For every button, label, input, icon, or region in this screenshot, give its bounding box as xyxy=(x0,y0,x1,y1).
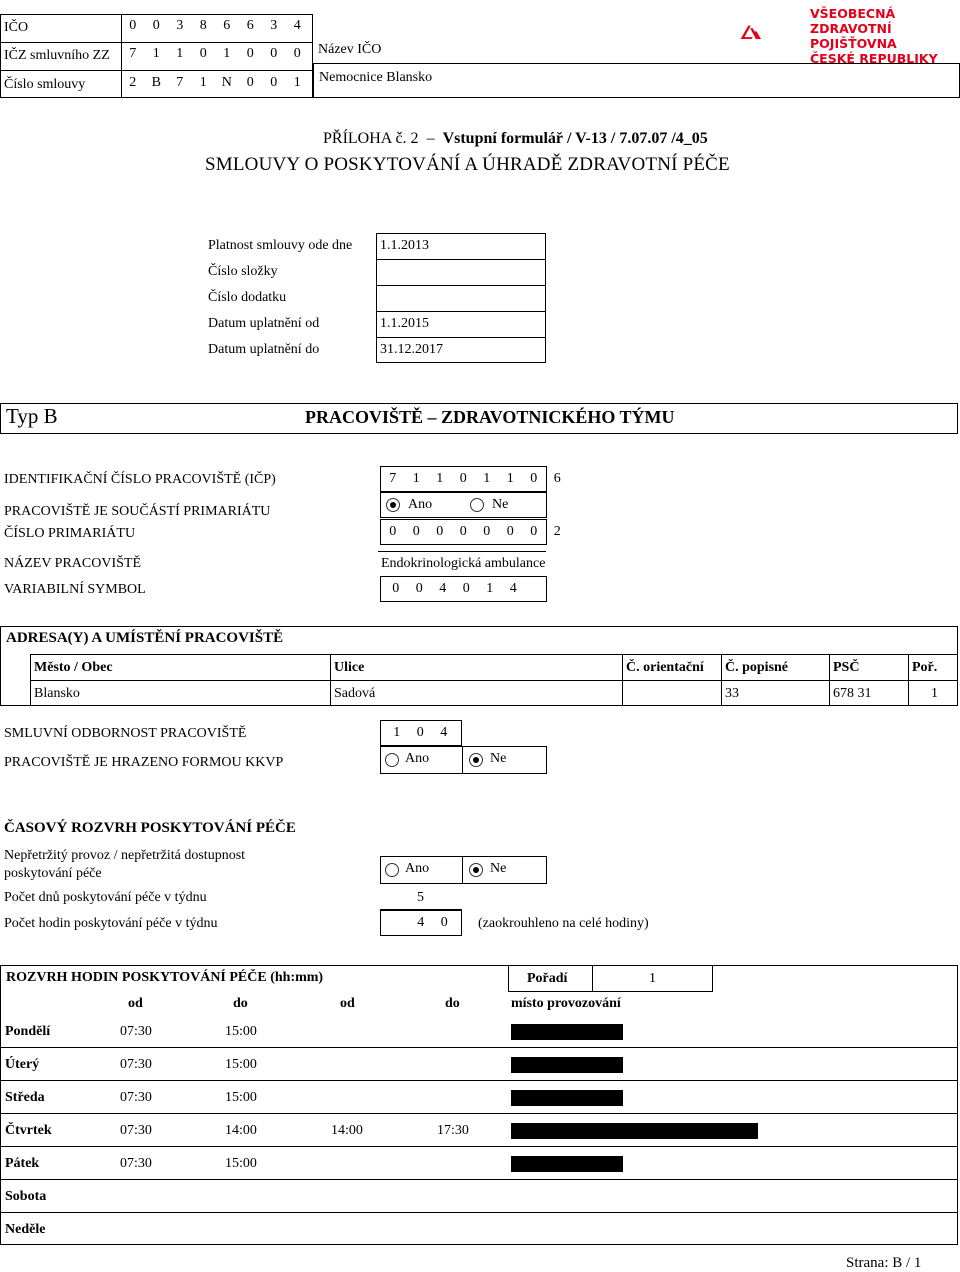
typ-heading: PRACOVIŠTĚ – ZDRAVOTNICKÉHO TÝMU xyxy=(305,407,675,427)
col-header-od1: od xyxy=(128,996,143,1011)
vzp-logo-icon xyxy=(740,8,810,58)
wednesday-od1: 07:30 xyxy=(120,1090,152,1105)
primariat-yes-radio[interactable] xyxy=(386,498,400,512)
vzp-logo-text: VŠEOBECNÁ ZDRAVOTNÍ POJIŠŤOVNA ČESKÉ REPUBLIKY xyxy=(810,6,938,66)
order-label: Pořadí xyxy=(527,971,568,986)
wednesday-place-redacted xyxy=(511,1090,623,1106)
primariat-no-radio[interactable] xyxy=(470,498,484,512)
monday-od1: 07:30 xyxy=(120,1024,152,1039)
continuous-no-radio[interactable] xyxy=(469,863,483,877)
friday-od1: 07:30 xyxy=(120,1156,152,1171)
col-header-do1: do xyxy=(233,996,248,1011)
continuous-label-1: Nepřetržitý provoz / nepřetržitá dostupnost xyxy=(4,848,246,863)
workplace-name-label: NÁZEV PRACOVIŠTĚ xyxy=(4,556,142,571)
tuesday-place-redacted xyxy=(511,1057,623,1073)
vs-digits: 0 0 4 0 1 4 xyxy=(392,581,517,596)
ico-label: IČO xyxy=(4,20,29,35)
contract-label: Číslo smlouvy xyxy=(4,77,86,92)
typ-label: Typ B xyxy=(6,404,58,428)
kkvp-no-radio[interactable] xyxy=(469,753,483,767)
continuous-label-2: poskytování péče xyxy=(4,866,102,881)
day-saturday: Sobota xyxy=(5,1189,47,1204)
workplace-name-value: Endokrinologická ambulance xyxy=(381,556,546,571)
icp-digits: 7 1 1 0 1 1 0 6 xyxy=(389,471,561,486)
primariat-number-label: ČÍSLO PRIMARIÁTU xyxy=(4,526,136,541)
validity-value-3: 1.1.2015 xyxy=(380,316,429,331)
validity-value-0: 1.1.2013 xyxy=(380,238,429,253)
order-value: 1 xyxy=(649,971,656,986)
address-header-city: Město / Obec xyxy=(34,660,113,675)
schedule-title: ČASOVÝ ROZVRH POSKYTOVÁNÍ PÉČE xyxy=(4,820,296,836)
ico-digits: 0 0 3 8 6 6 3 4 xyxy=(129,18,301,33)
form-title: PŘÍLOHA č. 2 – Vstupní formulář / V-13 / 7.07.07 /4_05 xyxy=(323,130,708,147)
address-header-por: Poř. xyxy=(912,660,938,675)
friday-place-redacted xyxy=(511,1156,623,1172)
primariat-label: PRACOVIŠTĚ JE SOUČÁSTÍ PRIMARIÁTU xyxy=(4,504,271,519)
hours-digits: 4 0 xyxy=(417,915,448,930)
vs-label: VARIABILNÍ SYMBOL xyxy=(4,582,146,597)
contract-digits: 2 B 7 1 N 0 0 1 xyxy=(129,75,301,90)
friday-do1: 15:00 xyxy=(225,1156,257,1171)
col-header-place: místo provozování xyxy=(511,996,621,1011)
icp-label: IDENTIFIKAČNÍ ČÍSLO PRACOVIŠTĚ (IČP) xyxy=(4,472,276,487)
name-ico-value: Nemocnice Blansko xyxy=(319,70,433,85)
address-street: Sadová xyxy=(334,686,376,701)
validity-label-3: Datum uplatnění od xyxy=(208,316,320,331)
thursday-do2: 17:30 xyxy=(437,1123,469,1138)
address-header-popisne: Č. popisné xyxy=(725,660,789,675)
monday-do1: 15:00 xyxy=(225,1024,257,1039)
kkvp-yes-label: Ano xyxy=(405,751,430,766)
address-popisne: 33 xyxy=(725,686,739,701)
day-monday: Pondělí xyxy=(5,1024,51,1039)
day-friday: Pátek xyxy=(5,1156,40,1171)
day-sunday: Neděle xyxy=(5,1222,46,1237)
thursday-do1: 14:00 xyxy=(225,1123,257,1138)
validity-label-4: Datum uplatnění do xyxy=(208,342,320,357)
address-por: 1 xyxy=(931,686,938,701)
days-value: 5 xyxy=(417,890,424,905)
monday-place-redacted xyxy=(511,1024,623,1040)
thursday-od1: 07:30 xyxy=(120,1123,152,1138)
address-city: Blansko xyxy=(34,686,80,701)
continuous-yes-label: Ano xyxy=(405,861,430,876)
page-number: Strana: B / 1 xyxy=(846,1255,922,1271)
name-ico-label: Název IČO xyxy=(318,42,382,57)
days-label: Počet dnů poskytování péče v týdnu xyxy=(4,890,207,905)
kkvp-label: PRACOVIŠTĚ JE HRAZENO FORMOU KKVP xyxy=(4,755,284,770)
hours-label: Počet hodin poskytování péče v týdnu xyxy=(4,916,218,931)
wednesday-do1: 15:00 xyxy=(225,1090,257,1105)
address-psc: 678 31 xyxy=(833,686,872,701)
kkvp-yes-radio[interactable] xyxy=(385,753,399,767)
thursday-od2: 14:00 xyxy=(331,1123,363,1138)
validity-label-0: Platnost smlouvy ode dne xyxy=(208,238,353,253)
day-thursday: Čtvrtek xyxy=(5,1123,52,1138)
hours-table-title: ROZVRH HODIN POSKYTOVÁNÍ PÉČE (hh:mm) xyxy=(6,970,324,985)
validity-label-1: Číslo složky xyxy=(208,264,278,279)
continuous-no-label: Ne xyxy=(490,861,507,876)
continuous-yes-radio[interactable] xyxy=(385,863,399,877)
primariat-yes-label: Ano xyxy=(408,497,433,512)
col-header-do2: do xyxy=(445,996,460,1011)
day-wednesday: Středa xyxy=(5,1090,45,1105)
hours-note: (zaokrouhleno na celé hodiny) xyxy=(478,916,649,931)
validity-value-4: 31.12.2017 xyxy=(380,342,443,357)
specialty-digits: 1 0 4 xyxy=(393,725,448,740)
col-header-od2: od xyxy=(340,996,355,1011)
day-tuesday: Úterý xyxy=(5,1057,40,1072)
primariat-radio-group xyxy=(380,492,547,518)
address-header-street: Ulice xyxy=(334,660,365,675)
iczz-digits: 7 1 1 0 1 0 0 0 xyxy=(129,46,301,61)
address-title: ADRESA(Y) A UMÍSTĚNÍ PRACOVIŠTĚ xyxy=(6,630,284,646)
tuesday-do1: 15:00 xyxy=(225,1057,257,1072)
kkvp-no-label: Ne xyxy=(490,751,507,766)
address-header-psc: PSČ xyxy=(833,660,860,675)
form-subtitle: SMLOUVY O POSKYTOVÁNÍ A ÚHRADĚ ZDRAVOTNÍ PÉČE xyxy=(205,154,730,175)
tuesday-od1: 07:30 xyxy=(120,1057,152,1072)
primariat-digits: 0 0 0 0 0 0 0 2 xyxy=(389,524,561,539)
specialty-label: SMLUVNÍ ODBORNOST PRACOVIŠTĚ xyxy=(4,726,247,741)
validity-label-2: Číslo dodatku xyxy=(208,290,287,305)
primariat-no-label: Ne xyxy=(492,497,509,512)
iczz-label: IČZ smluvního ZZ xyxy=(4,48,110,63)
address-header-orient: Č. orientační xyxy=(626,660,704,675)
thursday-place-redacted xyxy=(511,1123,758,1139)
